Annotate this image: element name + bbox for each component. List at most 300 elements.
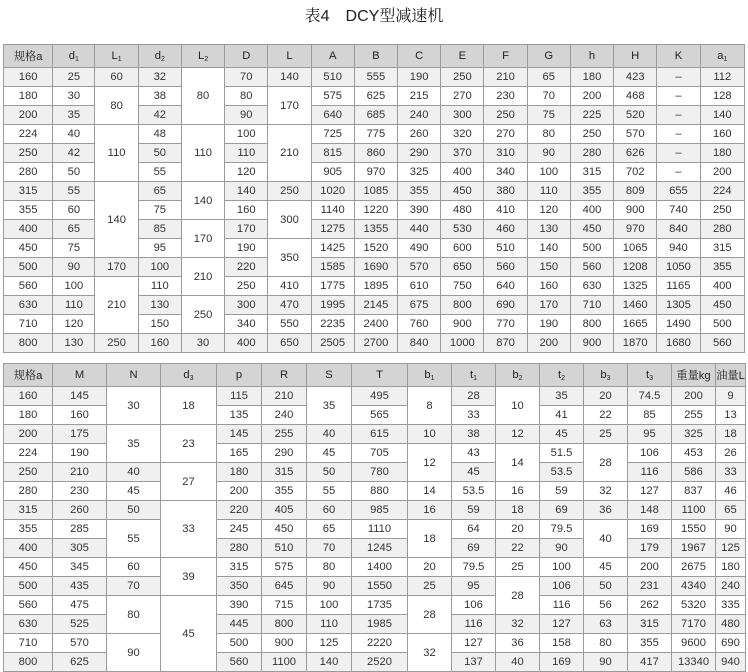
table-cell: 231 [628, 577, 672, 596]
table-cell: 626 [614, 144, 657, 163]
table-cell: 250 [181, 296, 224, 334]
table-cell: 1140 [311, 201, 354, 220]
table-cell: 148 [628, 501, 672, 520]
table-cell: 179 [628, 539, 672, 558]
table-cell: 200 [4, 425, 53, 444]
table-cell: 170 [95, 258, 138, 277]
table-cell: 160 [225, 201, 268, 220]
table-cell: 370 [441, 144, 484, 163]
column-header-label: b [424, 368, 431, 381]
table-cell: 90 [527, 144, 570, 163]
table-cell: 90 [307, 577, 352, 596]
table-cell: 110 [138, 277, 181, 296]
table-cell: 69 [540, 501, 584, 520]
table-cell: 180 [217, 463, 262, 482]
table-cell: 2520 [352, 653, 408, 672]
column-header-subscript: 1 [75, 55, 79, 63]
table-cell: 690 [716, 634, 746, 653]
table-cell: 14 [408, 482, 452, 501]
table-cell: 1065 [614, 239, 657, 258]
column-header [584, 364, 628, 387]
table-cell: 440 [398, 220, 441, 239]
table-cell: 1355 [354, 220, 397, 239]
table-cell: 900 [614, 201, 657, 220]
table-cell: 410 [268, 277, 311, 296]
table-cell: 685 [354, 106, 397, 125]
table-cell: 65 [527, 68, 570, 87]
table-cell: 110 [307, 615, 352, 634]
table-cell: 33 [161, 501, 217, 558]
column-header [53, 45, 95, 68]
table-cell: 900 [441, 315, 484, 334]
table-row [4, 577, 746, 596]
table-cell: 1100 [672, 501, 716, 520]
table-cell: 45 [107, 482, 161, 501]
table-cell: 33 [716, 463, 746, 482]
column-header [354, 45, 397, 68]
table-cell: 210 [268, 125, 311, 182]
column-header [107, 364, 161, 387]
table-cell: 690 [484, 296, 527, 315]
table-cell: 60 [95, 68, 138, 87]
table-cell: 315 [217, 558, 262, 577]
table-cell: 116 [628, 463, 672, 482]
table-cell: 400 [441, 163, 484, 182]
table-cell: 200 [700, 163, 744, 182]
table-cell: 190 [398, 68, 441, 87]
table-cell: 410 [484, 201, 527, 220]
table-cell: 675 [398, 296, 441, 315]
table-cell: 140 [527, 239, 570, 258]
table-cell: 800 [262, 615, 307, 634]
table-cell: 475 [53, 596, 107, 615]
table-cell: 45 [452, 463, 496, 482]
table-cell: 70 [307, 539, 352, 558]
table-cell: 815 [311, 144, 354, 163]
column-header [570, 45, 613, 68]
column-header [352, 364, 408, 387]
table-row [4, 558, 746, 577]
column-header-label: h [588, 50, 596, 62]
table-cell: 8 [408, 387, 452, 425]
table-cell: 165 [217, 444, 262, 463]
table-cell: 1085 [354, 182, 397, 201]
table-cell: 80 [107, 596, 161, 634]
table-row [4, 463, 746, 482]
table-row [4, 125, 745, 144]
column-header [496, 364, 540, 387]
table-cell: 1208 [614, 258, 657, 277]
column-header [657, 45, 700, 68]
table-cell: 1325 [614, 277, 657, 296]
table-cell: 1000 [441, 334, 484, 353]
table-cell: 80 [307, 558, 352, 577]
table-cell: 10 [496, 387, 540, 425]
table-cell: 423 [614, 68, 657, 87]
table-cell: 150 [138, 315, 181, 334]
column-header-label: G [544, 50, 554, 62]
table-cell: 18 [408, 520, 452, 558]
table-cell: 560 [570, 258, 613, 277]
table-title: 表4 DCY型减速机 [304, 8, 444, 25]
table-cell: 860 [354, 144, 397, 163]
column-header-label: t [557, 368, 562, 381]
table-cell: 28 [408, 596, 452, 634]
table-cell: 80 [181, 68, 224, 125]
table-cell: 270 [484, 125, 527, 144]
column-header-subscript: 1 [473, 374, 477, 382]
table-cell: 128 [700, 87, 744, 106]
table-cell: 400 [700, 277, 744, 296]
table-cell: 315 [570, 163, 613, 182]
column-header-label: a [717, 49, 724, 62]
table-cell: 90 [107, 634, 161, 672]
table-cell: 70 [527, 87, 570, 106]
table-cell: 1460 [614, 296, 657, 315]
table-cell: 350 [268, 239, 311, 277]
table-cell: 9 [716, 387, 746, 406]
table-cell: 450 [262, 520, 307, 539]
table-cell: 190 [527, 315, 570, 334]
table-cell: 355 [570, 182, 613, 201]
column-header [614, 45, 657, 68]
column-header [716, 364, 746, 387]
table-cell: 80 [584, 634, 628, 653]
table-cell: 45 [584, 558, 628, 577]
table-cell: 127 [452, 634, 496, 653]
table-cell: 400 [570, 201, 613, 220]
table-cell: 115 [217, 387, 262, 406]
table-cell: 625 [53, 653, 107, 672]
table-row [4, 387, 746, 406]
column-header-label: d [183, 368, 190, 381]
table-cell: 106 [540, 577, 584, 596]
column-header-label: R [279, 369, 289, 381]
column-header-label: M [74, 369, 85, 381]
table-cell: 315 [4, 182, 53, 201]
table-cell: 100 [225, 125, 268, 144]
table-cell: 1735 [352, 596, 408, 615]
table-cell: 1870 [614, 334, 657, 353]
table-cell: 417 [628, 653, 672, 672]
table-cell: 775 [354, 125, 397, 144]
column-header-label: S [325, 369, 333, 381]
table-cell: 20 [584, 387, 628, 406]
table-cell: 28 [496, 577, 540, 615]
table-cell: 30 [181, 334, 224, 353]
table-cell: 560 [700, 334, 744, 353]
table-cell: 210 [484, 68, 527, 87]
table-cell: 1275 [311, 220, 354, 239]
table-cell: 100 [540, 558, 584, 577]
column-header [161, 364, 217, 387]
table-cell: 290 [398, 144, 441, 163]
table-cell: 14 [496, 444, 540, 482]
table-cell: 240 [398, 106, 441, 125]
table-cell: 315 [262, 463, 307, 482]
column-header [217, 364, 262, 387]
table-cell: 260 [53, 501, 107, 520]
table-cell: 1680 [657, 334, 700, 353]
table-cell: 555 [354, 68, 397, 87]
table-cell: 59 [540, 482, 584, 501]
table-cell: 630 [4, 296, 53, 315]
table-cell: 255 [262, 425, 307, 444]
column-header-label: t [645, 368, 650, 381]
table-cell: 9600 [672, 634, 716, 653]
table-cell: 116 [540, 596, 584, 615]
column-header [307, 364, 352, 387]
table-cell: 1490 [657, 315, 700, 334]
table-cell: 158 [540, 634, 584, 653]
table-cell: – [657, 87, 700, 106]
table-cell: 1100 [262, 653, 307, 672]
table-cell: 60 [307, 501, 352, 520]
table-cell: 135 [217, 406, 262, 425]
table-cell: 48 [138, 125, 181, 144]
table-cell: 65 [53, 220, 95, 239]
table-cell: 210 [262, 387, 307, 406]
table-cell: 880 [352, 482, 408, 501]
table-cell: 1550 [352, 577, 408, 596]
table-cell: 18 [496, 501, 540, 520]
table-cell: 150 [527, 258, 570, 277]
table-cell: 220 [225, 258, 268, 277]
table-cell: 450 [4, 558, 53, 577]
table-cell: 80 [95, 87, 138, 125]
table-cell: 180 [4, 406, 53, 425]
table-cell: 63 [584, 615, 628, 634]
column-header [181, 45, 224, 68]
column-header-subscript: 1 [723, 55, 728, 63]
table-cell: 500 [217, 634, 262, 653]
table-cell: 230 [53, 482, 107, 501]
table-cell: 100 [307, 596, 352, 615]
table-cell: 250 [484, 106, 527, 125]
table-cell: 170 [181, 220, 224, 258]
table-cell: 255 [672, 406, 716, 425]
table-cell: 240 [262, 406, 307, 425]
table-cell: 140 [700, 106, 744, 125]
column-header-label: 规格a [13, 370, 43, 382]
table-cell: 450 [441, 182, 484, 201]
table-cell: 140 [95, 182, 138, 258]
table-cell: 13 [716, 406, 746, 425]
table-cell: 510 [262, 539, 307, 558]
table-cell: 224 [4, 444, 53, 463]
table-cell: 355 [4, 520, 53, 539]
table-cell: 345 [53, 558, 107, 577]
table-cell: 725 [311, 125, 354, 144]
table-cell: 1690 [354, 258, 397, 277]
table-row [4, 596, 746, 615]
table-cell: 40 [307, 425, 352, 444]
table-cell: 710 [4, 634, 53, 653]
table-cell: 180 [716, 558, 746, 577]
column-header [311, 45, 354, 68]
table-row [4, 634, 746, 653]
table-cell: 600 [441, 239, 484, 258]
table-cell: 127 [628, 482, 672, 501]
table-cell: 41 [540, 406, 584, 425]
table-cell: 250 [570, 125, 613, 144]
table-row [4, 501, 746, 520]
table-cell: 32 [496, 615, 540, 634]
table-cell: 42 [53, 144, 95, 163]
column-header-label: 油量L [716, 370, 745, 382]
column-header-label: 重量kg [676, 370, 711, 382]
table-cell: 25 [53, 68, 95, 87]
table-cell: 160 [138, 334, 181, 353]
table-cell: 800 [4, 334, 53, 353]
column-header [4, 364, 53, 387]
column-header [527, 45, 570, 68]
table-cell: 355 [628, 634, 672, 653]
column-header [700, 45, 744, 68]
table-cell: 16 [496, 482, 540, 501]
table-cell: 400 [4, 220, 53, 239]
table-cell: 1425 [311, 239, 354, 258]
column-header-subscript: 3 [649, 374, 653, 382]
table-cell: 500 [700, 315, 744, 334]
table-cell: 250 [441, 68, 484, 87]
table-cell: – [657, 68, 700, 87]
table-cell: 320 [441, 125, 484, 144]
table-cell: 137 [452, 653, 496, 672]
table-cell: 7170 [672, 615, 716, 634]
table-cell: 169 [540, 653, 584, 672]
table-cell: 106 [452, 596, 496, 615]
table-cell: 870 [484, 334, 527, 353]
table-cell: 640 [484, 277, 527, 296]
table-cell: 625 [354, 87, 397, 106]
table-cell: 110 [95, 125, 138, 182]
table-cell: 405 [262, 501, 307, 520]
table-cell: 45 [540, 425, 584, 444]
table-cell: 310 [484, 144, 527, 163]
table-cell: 650 [441, 258, 484, 277]
table-row [4, 87, 745, 106]
table-cell: 169 [628, 520, 672, 539]
table-cell: 575 [262, 558, 307, 577]
table-cell: 1165 [657, 277, 700, 296]
column-header-subscript: 2 [204, 55, 209, 63]
table-cell: 225 [570, 106, 613, 125]
table-cell: 18 [161, 387, 217, 425]
table-cell: 560 [484, 258, 527, 277]
table-cell: 586 [672, 463, 716, 482]
table-cell: 33 [452, 406, 496, 425]
table-cell: 160 [700, 125, 744, 144]
table-cell: 160 [4, 68, 53, 87]
table-cell: 1995 [311, 296, 354, 315]
table-row [4, 258, 745, 277]
table-cell: 200 [527, 334, 570, 353]
table-cell: 715 [262, 596, 307, 615]
table-cell: 200 [217, 482, 262, 501]
table-cell: 240 [716, 577, 746, 596]
column-header-subscript: 2 [561, 374, 565, 382]
table-cell: 32 [408, 634, 452, 672]
table-cell: 1967 [672, 539, 716, 558]
table-cell: 837 [672, 482, 716, 501]
table-cell: 65 [138, 182, 181, 201]
table-cell: 160 [53, 406, 107, 425]
table-cell: 250 [700, 201, 744, 220]
table-cell: 79.5 [452, 558, 496, 577]
table-cell: 1775 [311, 277, 354, 296]
table-cell: 140 [268, 68, 311, 87]
table-cell: 145 [217, 425, 262, 444]
table-cell: 840 [657, 220, 700, 239]
table-cell: 51.5 [540, 444, 584, 463]
table-cell: – [657, 125, 700, 144]
table-cell: 55 [107, 520, 161, 558]
table-cell: 100 [527, 163, 570, 182]
table-cell: 900 [262, 634, 307, 653]
table-cell: 770 [484, 315, 527, 334]
column-header-label: A [328, 50, 337, 62]
column-header [398, 45, 441, 68]
table-cell: 45 [307, 444, 352, 463]
column-header-label: E [458, 50, 467, 62]
table-cell: 2700 [354, 334, 397, 353]
table-cell: 250 [95, 334, 138, 353]
table-cell: 110 [181, 125, 224, 182]
column-header-subscript: 3 [606, 374, 611, 382]
table-cell: 450 [700, 296, 744, 315]
table-cell: 470 [268, 296, 311, 315]
table-cell: 710 [4, 315, 53, 334]
table-cell: 435 [53, 577, 107, 596]
table-cell: 28 [584, 444, 628, 482]
table-cell: 46 [716, 482, 746, 501]
table-cell: 35 [307, 387, 352, 425]
table-cell: 200 [570, 87, 613, 106]
table-cell: 23 [161, 425, 217, 463]
table-cell: 1585 [311, 258, 354, 277]
column-header [53, 364, 107, 387]
table-cell: 285 [53, 520, 107, 539]
table-cell: 335 [716, 596, 746, 615]
table-cell: 500 [4, 258, 53, 277]
table-cell: 2220 [352, 634, 408, 653]
table-cell: 5320 [672, 596, 716, 615]
table-cell: 970 [354, 163, 397, 182]
column-header-label: H [631, 50, 640, 62]
table-cell: 450 [570, 220, 613, 239]
table-cell: 2505 [311, 334, 354, 353]
table-cell: 106 [628, 444, 672, 463]
table-cell: 120 [225, 163, 268, 182]
table-cell: 560 [4, 596, 53, 615]
table-cell: 50 [584, 577, 628, 596]
table-cell: 650 [268, 334, 311, 353]
table-cell: 200 [672, 387, 716, 406]
table-cell: 100 [138, 258, 181, 277]
table-cell: 315 [628, 615, 672, 634]
table-cell: 230 [484, 87, 527, 106]
table-cell: 1400 [352, 558, 408, 577]
table-cell: 495 [352, 387, 408, 406]
table-cell: 64 [452, 520, 496, 539]
table-cell: 28 [452, 387, 496, 406]
table-cell: 145 [53, 387, 107, 406]
table-cell: 1305 [657, 296, 700, 315]
table-cell: 560 [217, 653, 262, 672]
table-cell: 940 [716, 653, 746, 672]
table-cell: 630 [4, 615, 53, 634]
